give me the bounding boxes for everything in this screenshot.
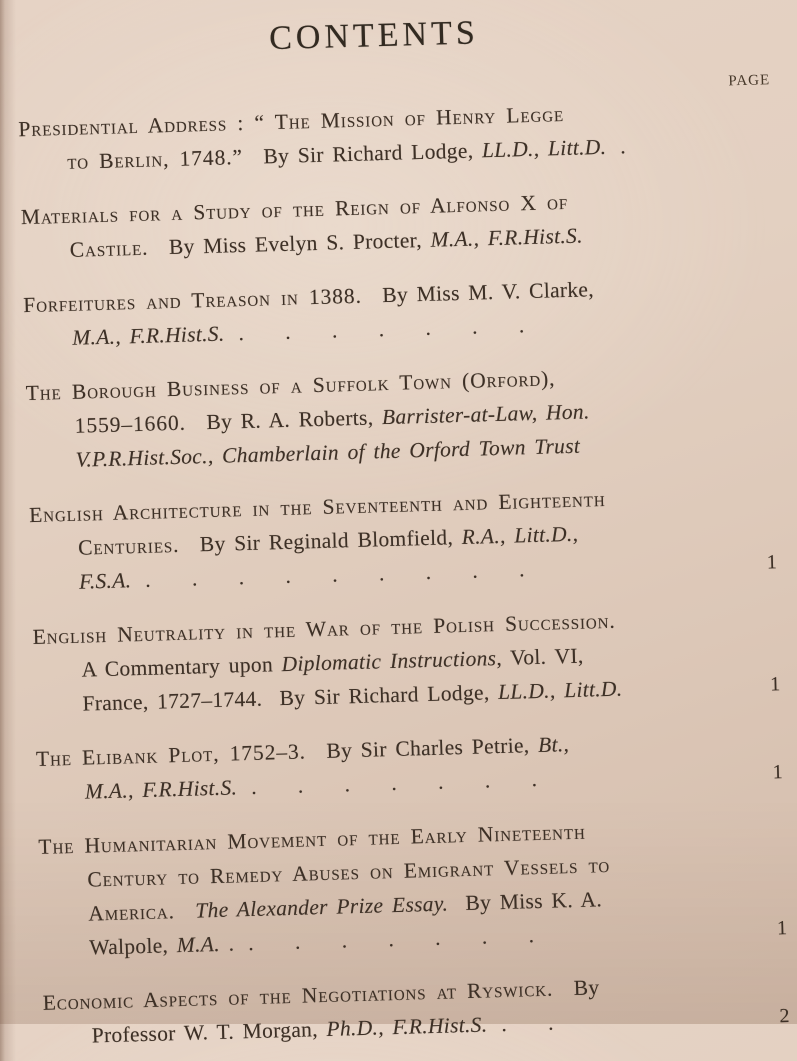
text-run-sc: America.: [88, 898, 196, 926]
toc-entry: [20, 179, 764, 268]
page-number: 1: [772, 761, 783, 784]
toc-entry: [38, 809, 788, 966]
text-run-dots: . . . . . . .: [247, 923, 535, 956]
page-number: 1: [769, 673, 781, 696]
text-run-it: M.A.: [176, 931, 221, 958]
text-run-it: LL.D., Litt.D.: [481, 134, 607, 163]
text-run-rm: By Sir Reginald Blomfield,: [199, 525, 463, 557]
page-number: 1: [776, 917, 788, 940]
text-run-sc: Centuries.: [77, 532, 201, 560]
text-run-rm: By Miss M. V. Clarke,: [381, 277, 595, 308]
page-column-label: PAGE: [728, 72, 771, 90]
toc-entries: [0, 92, 790, 1055]
text-run-dots: . . . . . . .: [238, 313, 525, 346]
text-run-rm: , Vol. VI,: [495, 643, 584, 671]
text-run-sc: Economic Aspects of the Negotiations at Ryswick.: [42, 976, 575, 1015]
text-run-dots: . . . . . . . . .: [144, 557, 525, 592]
text-run-rm: By R. A. Roberts,: [206, 405, 383, 435]
text-run-it: M.A., F.R.Hist.S.: [430, 223, 584, 252]
text-run-rm: By Sir Richard Lodge,: [263, 138, 483, 169]
text-run-it: Ph.D., F.R.Hist.S.: [326, 1012, 488, 1041]
page-title: CONTENTS: [268, 14, 480, 58]
text-run-sc: Century to Remedy Abuses on Emigrant Vessels to: [87, 852, 611, 892]
text-run-sc: The Elibank Plot, 1752–3.: [35, 738, 327, 771]
text-run-rm: By Miss Evelyn S. Procter,: [168, 227, 431, 260]
text-run-it: Barrister-at-Law, Hon.: [381, 399, 590, 430]
text-run-rm: France, 1727–1744. By Sir Richard Lodge,: [82, 680, 499, 716]
text-run-it: Diplomatic Instructions: [281, 646, 497, 677]
text-run-sc: Presidential Address : “ The Mission of Henry Legge: [18, 101, 565, 142]
text-run-sc: The Humanitarian Movement of the Early Nineteenth: [38, 819, 586, 859]
text-run-dots: . . . . . . .: [250, 766, 538, 799]
text-run-it: R.A., Litt.D.,: [461, 521, 579, 549]
text-run-rm: A Commentary upon: [81, 652, 282, 682]
text-run-sc: Materials for a Study of the Reign of Alfonso X of: [20, 189, 569, 230]
toc-entry: [32, 599, 781, 722]
toc-entry: [23, 267, 767, 356]
toc-entry: [25, 355, 770, 478]
text-run-it: The Alexander Prize Essay.: [194, 891, 449, 923]
text-run-sc: Forfeitures and Treason in 1388.: [23, 283, 383, 318]
toc-entry: [18, 92, 762, 181]
text-run-sc: Castile.: [69, 235, 170, 262]
text-run-it: V.P.R.Hist.Soc., Chamberlain of the Orford Town Trust: [75, 433, 581, 472]
text-run-rm: Professor W. T. Morgan,: [91, 1016, 327, 1048]
text-run-it: Bt.,: [537, 732, 570, 757]
text-run-it: M.A., F.R.Hist.S.: [71, 321, 225, 350]
text-run-it: M.A., F.R.Hist.S.: [84, 775, 238, 804]
text-run-sc: to Berlin, 1748.”: [67, 144, 264, 174]
toc-entry: [42, 965, 790, 1054]
page-number: 1: [766, 551, 778, 574]
text-run-sc: The Borough Business of a Suffolk Town (Orford),: [25, 366, 556, 406]
text-run-dots: .: [619, 134, 626, 159]
text-run-it: LL.D., Litt.D.: [497, 676, 623, 705]
text-run-sc: 1559–1660.: [74, 410, 207, 438]
text-run-rm: By Sir Charles Petrie,: [326, 732, 539, 763]
text-run-rm: By: [573, 975, 600, 1001]
text-run-dots: . .: [500, 1010, 554, 1037]
text-run-rm: By Miss K. A.: [447, 887, 603, 916]
toc-entry: [28, 477, 778, 600]
text-run-rm: .: [219, 931, 235, 956]
page-number: 2: [779, 1005, 790, 1028]
text-run-sc: English Architecture in the Seventeenth and Eighteenth: [28, 486, 606, 528]
text-run-sc: English Neutrality in the War of the Polish Succession.: [32, 608, 616, 650]
toc-entry: [35, 721, 783, 810]
text-run-it: F.S.A.: [78, 568, 132, 594]
text-run-rm: Walpole,: [88, 933, 178, 960]
